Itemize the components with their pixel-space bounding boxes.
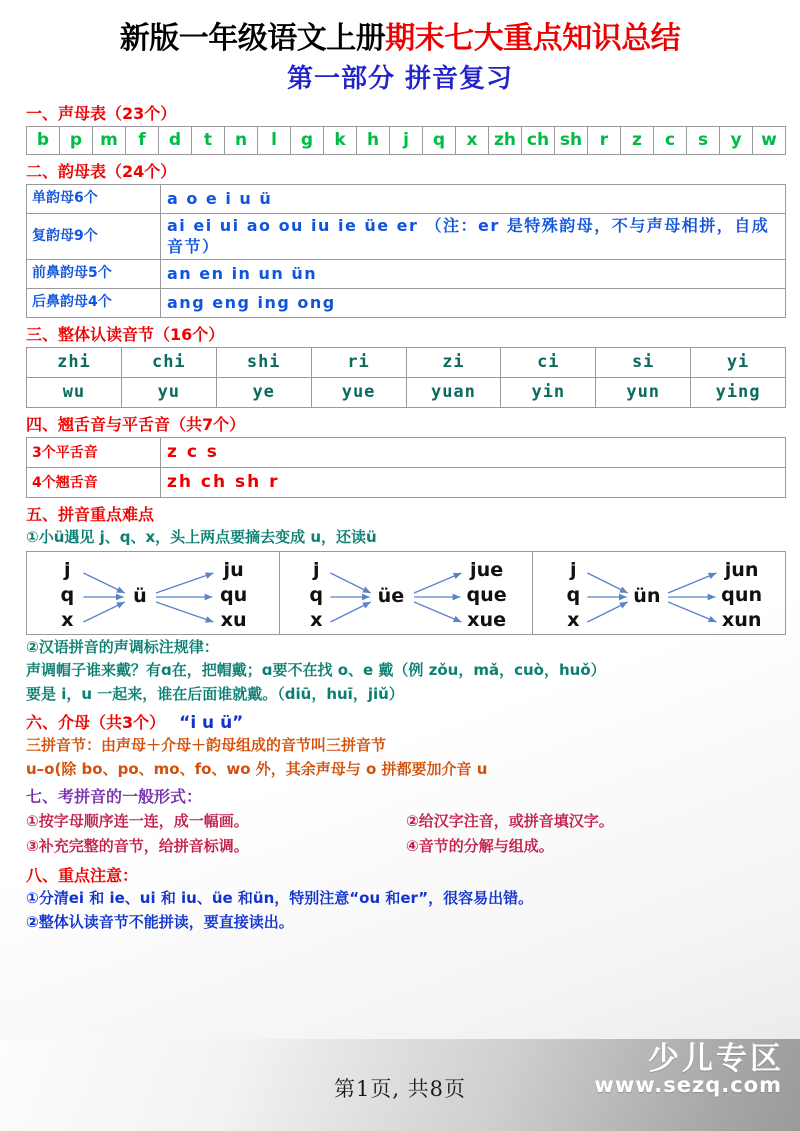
initial-cell: zh [489, 126, 522, 154]
syllable-cell: chi [121, 347, 216, 377]
finals-row-value: a o e i u ü [161, 184, 786, 213]
page-number: 第1页, 共8页 [333, 1077, 467, 1101]
watermark-url: www.sezq.com [594, 1073, 782, 1097]
diagram-left-label: q [566, 583, 581, 606]
initial-cell: g [291, 126, 324, 154]
table-row [27, 347, 786, 377]
diagram-left-label: q [309, 583, 324, 606]
initial-cell: b [27, 126, 60, 154]
tone-rule-line-1: 声调帽子谁来戴？有ɑ在，把帽戴；ɑ要不在找 o、e 戴（例 zǒu，mǎ，cuò，huǒ） [26, 661, 606, 680]
finals-row-value: ang eng ing ong [161, 288, 786, 317]
syllable-cell: yuan [406, 377, 501, 407]
section-8-heading: 八、重点注意： [26, 865, 139, 885]
syllable-cell: ying [691, 377, 786, 407]
diagram-left-label: x [61, 608, 74, 631]
page-title-part-red: 期末七大重点知识总结 [385, 21, 681, 56]
initial-cell: p [60, 126, 93, 154]
u-umlaut-diagram-1 [27, 552, 280, 634]
section-7-item: ①按字母顺序连一连，成一幅画。 [26, 812, 249, 831]
diagram-right-label: xu [220, 608, 247, 631]
section-3-heading: 三、整体认读音节（16个） [26, 324, 225, 344]
section-6-medials: “i u ü” [179, 712, 244, 733]
initial-cell: t [192, 126, 225, 154]
table-row [27, 288, 786, 317]
diagram-svg [533, 552, 785, 634]
page-title [20, 22, 780, 56]
finals-row-label: 前鼻韵母5个 [27, 259, 161, 288]
initial-cell: d [159, 126, 192, 154]
syllable-cell: yi [691, 347, 786, 377]
finals-row-label: 复韵母9个 [27, 213, 161, 259]
syllable-cell: ye [216, 377, 311, 407]
initials-table [26, 126, 786, 155]
syllable-cell: si [596, 347, 691, 377]
finals-row-label: 后鼻韵母4个 [27, 288, 161, 317]
initial-cell: c [654, 126, 687, 154]
section-5-item-2: ②汉语拼音的声调标注规律： [26, 637, 219, 656]
page-title-part-black: 新版一年级语文上册 [119, 21, 386, 56]
tongue-row-label: 3个平舌音 [27, 437, 161, 467]
table-row [27, 467, 786, 497]
section-8-item: ②整体认读音节不能拼读，要直接读出。 [26, 912, 294, 931]
initial-cell: n [225, 126, 258, 154]
tongue-row-value: zh ch sh r [161, 467, 786, 497]
table-row [27, 213, 786, 259]
finals-row-label: 单韵母6个 [27, 184, 161, 213]
diagram-right-label: xun [721, 608, 762, 631]
syllable-cell: ci [501, 347, 596, 377]
diagram-right-label: qu [219, 583, 248, 606]
tongue-row-label: 4个翘舌音 [27, 467, 161, 497]
page-subtitle: 第一部分 拼音复习 [286, 63, 514, 94]
diagram-middle-label: üe [377, 584, 405, 607]
u-umlaut-diagram-row [26, 551, 786, 635]
diagram-right-label: jun [724, 558, 759, 581]
initial-cell: l [258, 126, 291, 154]
syllable-cell: shi [216, 347, 311, 377]
initial-cell: z [621, 126, 654, 154]
syllable-cell: ri [311, 347, 406, 377]
diagram-right-label: jue [470, 558, 504, 581]
table-row [27, 184, 786, 213]
diagram-right-label: xue [467, 608, 507, 631]
initial-cell: sh [555, 126, 588, 154]
section-7-row-1 [26, 809, 786, 834]
section-6-line-2: u–o(除 bo、po、mo、fo、wo 外，其余声母与 o 拼都要加介音 u [26, 759, 488, 778]
syllable-cell: zhi [27, 347, 122, 377]
section-5-heading: 五、拼音重点难点 [26, 504, 155, 524]
page-footer [0, 1039, 800, 1131]
table-row [27, 259, 786, 288]
tone-rule-line-2: 要是 i，u 一起来，谁在后面谁就戴。（diū，huī，jiǔ） [26, 685, 404, 704]
diagram-left-label: q [60, 583, 75, 606]
section-8-item: ①分清ei 和 ie、ui 和 iu、üe 和ün，特别注意“ou 和er”，很容易出错。 [26, 888, 534, 907]
syllable-cell: yin [501, 377, 596, 407]
tongue-position-table [26, 437, 786, 498]
tongue-row-value: z c s [161, 437, 786, 467]
section-7-item: ④音节的分解与组成。 [406, 837, 554, 856]
initial-cell: r [588, 126, 621, 154]
diagram-right-label: ju [223, 558, 244, 581]
initial-cell: w [753, 126, 786, 154]
diagram-left-label: j [313, 558, 320, 581]
section-1-heading: 一、声母表（23个） [26, 103, 177, 123]
syllable-cell: yu [121, 377, 216, 407]
finals-row-value: ai ei ui ao ou iu ie üe er （注：er 是特殊韵母，不与声母相拼，自成音节） [161, 213, 786, 259]
section-2-heading: 二、韵母表（24个） [26, 161, 177, 181]
section-6-heading-text: 六、介母（共3个） [26, 712, 166, 732]
diagram-middle-label: ü [133, 584, 147, 607]
diagram-svg [27, 552, 279, 634]
initial-cell: q [423, 126, 456, 154]
diagram-left-label: j [570, 558, 577, 581]
diagram-left-label: x [310, 608, 323, 631]
diagram-right-label: qun [721, 583, 763, 606]
diagram-right-label: que [466, 583, 507, 606]
initial-cell: m [93, 126, 126, 154]
whole-syllables-table [26, 347, 786, 408]
diagram-left-label: j [64, 558, 71, 581]
diagram-left-label: x [567, 608, 580, 631]
watermark-logo: 少儿专区 [648, 1041, 784, 1077]
finals-table [26, 184, 786, 318]
section-7-item: ②给汉字注音，或拼音填汉字。 [406, 812, 614, 831]
section-7-row-2 [26, 834, 786, 859]
syllable-cell: yue [311, 377, 406, 407]
section-7-heading: 七、考拼音的一般形式： [26, 787, 203, 807]
section-6-line-1: 三拼音节：由声母＋介母＋韵母组成的音节叫三拼音节 [26, 735, 387, 754]
initial-cell: x [456, 126, 489, 154]
u-umlaut-diagram-3 [533, 552, 785, 634]
initial-cell: k [324, 126, 357, 154]
section-4-heading: 四、翘舌音与平舌音（共7个） [26, 414, 246, 434]
table-row [27, 126, 786, 154]
diagram-svg [280, 552, 532, 634]
syllable-cell: zi [406, 347, 501, 377]
section-5-item-1: ①小ü遇见 j、q、x，头上两点要摘去变成 u，还读ü [26, 527, 377, 546]
initial-cell: h [357, 126, 390, 154]
u-umlaut-diagram-2 [280, 552, 533, 634]
finals-row-value: an en in un ün [161, 259, 786, 288]
syllable-cell: yun [596, 377, 691, 407]
table-row [27, 377, 786, 407]
initial-cell: ch [522, 126, 555, 154]
section-7-item: ③补充完整的音节，给拼音标调。 [26, 837, 249, 856]
syllable-cell: wu [27, 377, 122, 407]
initial-cell: s [687, 126, 720, 154]
diagram-arrows [83, 573, 213, 622]
initial-cell: j [390, 126, 423, 154]
diagram-middle-label: ün [633, 584, 661, 607]
table-row [27, 437, 786, 467]
initial-cell: f [126, 126, 159, 154]
section-6-heading [26, 710, 780, 733]
initial-cell: y [720, 126, 753, 154]
